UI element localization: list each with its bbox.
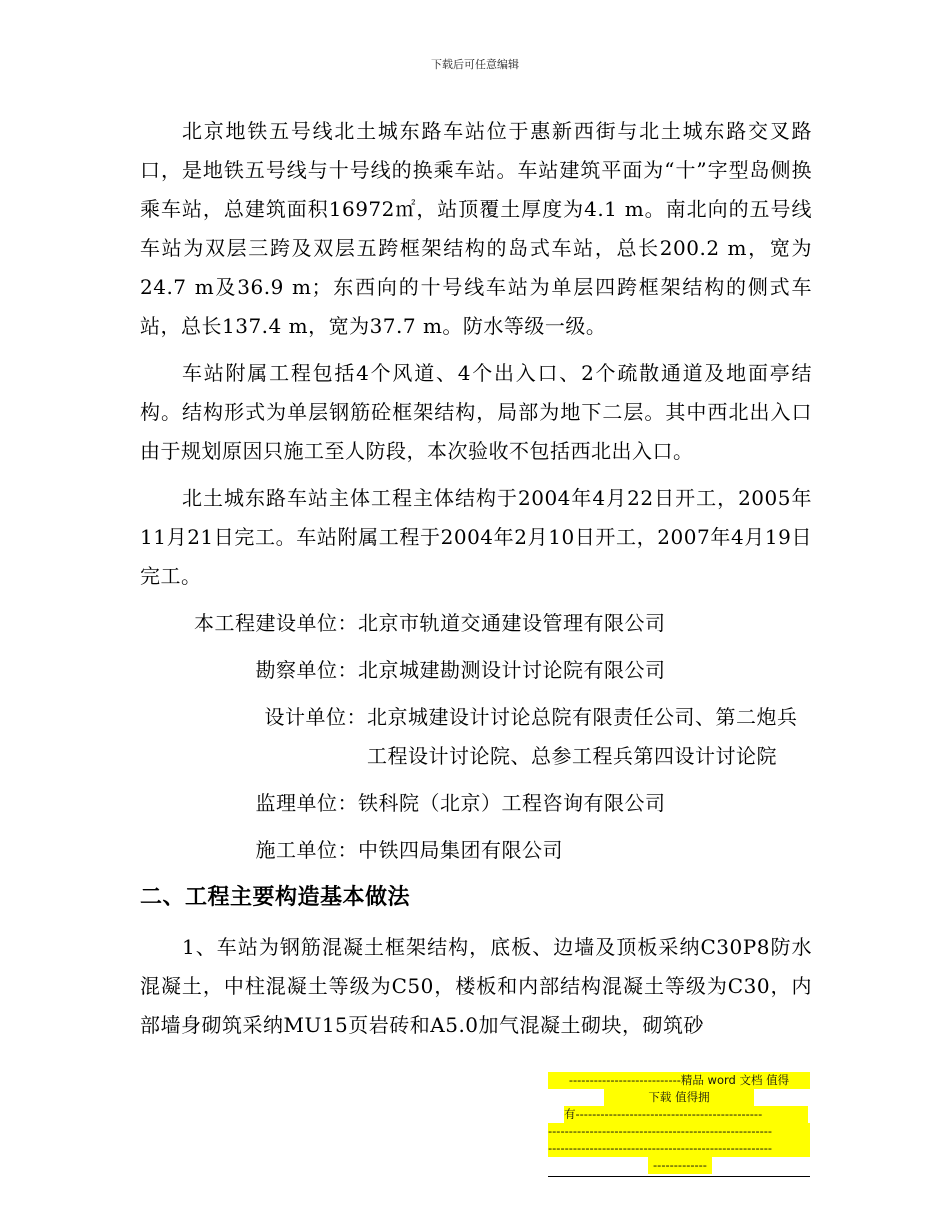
paragraph-station-overview: 北京地铁五号线北土城东路车站位于惠新西街与北土城东路交叉路口，是地铁五号线与十号线的换乘车站。车站建筑平面为“十”字型岛侧换乘车站，总建筑面积16972㎡，站顶覆土厚度为4.1 m。南北向的五号线车站为双层三跨及双层五跨框架结构的岛式车站，总长200.2 m，宽为24.7 m及36.9 m；东西向的十号线车站为单层四跨框架结构的侧式车站，总长137.4 m，宽为37.7 m。防水等级一级。	[140, 119, 812, 338]
unit-row-builder	[140, 831, 812, 870]
supervision-unit-value: 铁科院（北京）工程咨询有限公司	[358, 791, 666, 815]
survey-unit-label: 勘察单位：	[255, 658, 358, 682]
survey-unit-value: 北京城建勘测设计讨论院有限公司	[358, 658, 666, 682]
unit-row-survey	[140, 651, 812, 690]
builder-unit-value: 中铁四局集团有限公司	[358, 838, 563, 862]
footer-line: 有---------------------------------------------	[564, 1106, 808, 1123]
design-unit-value: 北京城建设计讨论总院有限责任公司、第二炮兵工程设计讨论院、总参工程兵第四设计讨论院	[367, 705, 798, 768]
footer-line: ------------------------------------------------------	[548, 1140, 810, 1157]
paragraph-structure-method: 1、车站为钢筋混凝土框架结构，底板、边墙及顶板采纳C30P8防水混凝土，中柱混凝土等级为C50，楼板和内部结构混凝土等级为C30，内部墙身砌筑采纳MU15页岩砖和A5.0加气混凝土砌块，砌筑砂	[140, 935, 812, 1037]
footer-watermark	[548, 1072, 810, 1177]
document-body	[140, 112, 812, 1053]
footer-line: ---------------------------精品 word 文档 值得	[548, 1072, 810, 1089]
unit-row-construction	[140, 604, 812, 643]
footer-line: 下载 值得拥	[604, 1089, 754, 1106]
footer-line: ------------------------------------------------------	[548, 1123, 810, 1140]
footer-rule	[548, 1176, 810, 1177]
section-heading: 二、工程主要构造基本做法	[140, 885, 411, 910]
paragraph-ancillary-works: 车站附属工程包括4个风道、4个出入口、2个疏散通道及地面亭结构。结构形式为单层钢筋砼框架结构，局部为地下二层。其中西北出入口由于规划原因只施工至人防段，本次验收不包括西北出入口。	[140, 361, 812, 463]
builder-unit-label: 施工单位：	[255, 838, 358, 862]
unit-row-supervision	[140, 784, 812, 823]
paragraph-schedule: 北土城东路车站主体工程主体结构于2004年4月22日开工，2005年11月21日完工。车站附属工程于2004年2月10日开工，2007年4月19日完工。	[140, 486, 812, 588]
construction-unit-label: 本工程建设单位：	[194, 611, 358, 635]
page-header: 下载后可任意编辑	[431, 58, 519, 71]
supervision-unit-label: 监理单位：	[255, 791, 358, 815]
unit-row-design	[140, 698, 812, 776]
footer-line: -------------	[648, 1157, 712, 1174]
design-unit-label: 设计单位：	[264, 705, 367, 729]
construction-unit-value: 北京市轨道交通建设管理有限公司	[358, 611, 666, 635]
